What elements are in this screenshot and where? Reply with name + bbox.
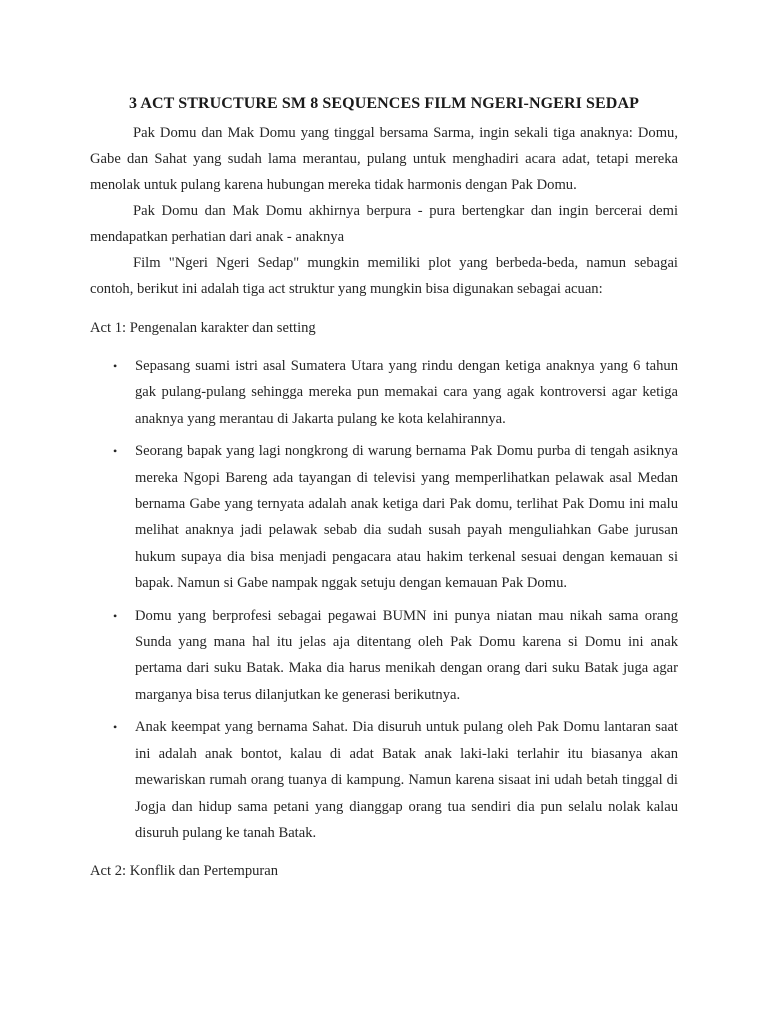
bullet-icon: • (113, 608, 118, 623)
list-item-text: Sepasang suami istri asal Sumatera Utara yang rindu dengan ketiga anaknya yang 6 tahun gak pulang-pulang sehingga mereka pun memakai cara yang agak kontroversi agar ketiga anaknya yang merantau di Jakarta pulang ke kota kelahirannya. (135, 358, 678, 427)
list-item-text: Anak keempat yang bernama Sahat. Dia disuruh untuk pulang oleh Pak Domu lantaran saat ini adalah anak bontot, kalau di adat Batak anak laki-laki terlahir itu biasanya akan mewariskan rumah orang tuanya di kampung. Namun karena sisaat ini udah betah tinggal di Jogja dan hidup sama petani yang dianggap orang tua sendiri dia pun selalu nolak kalau disuruh pulang ke tanah Batak. (135, 719, 678, 841)
act1-bullet-list (90, 353, 678, 846)
bullet-icon: • (113, 444, 118, 459)
act1-heading: Act 1: Pengenalan karakter dan setting (90, 320, 316, 336)
list-item (113, 714, 678, 846)
intro-paragraph-1: Pak Domu dan Mak Domu yang tinggal bersama Sarma, ingin sekali tiga anaknya: Domu, Gabe dan Sahat yang sudah lama merantau, pulang untuk menghadiri acara adat, tetapi mereka menolak untuk pulang karena hubungan mereka tidak harmonis dengan Pak Domu. (90, 125, 678, 193)
bullet-icon: • (113, 359, 118, 373)
act2-heading: Act 2: Konflik dan Pertempuran (90, 863, 279, 880)
document-title: 3 ACT STRUCTURE SM 8 SEQUENCES FILM NGERI-NGERI SEDAP (129, 95, 639, 112)
intro-paragraph-2: Pak Domu dan Mak Domu akhirnya berpura - pura bertengkar dan ingin bercerai demi mendapatkan perhatian dari anak - anaknya (90, 203, 678, 245)
list-item-text: Domu yang berprofesi sebagai pegawai BUMN ini punya niatan mau nikah sama orang Sunda yang mana hal itu jelas aja ditentang oleh Pak Domu karena si Domu ini anak pertama dari suku Batak. Maka dia harus menikah dengan orang dari suku Batak juga agar marganya bisa terus dilanjutkan ke generasi berikutnya. (135, 607, 678, 703)
list-item (113, 353, 678, 432)
list-item (113, 603, 678, 709)
list-item-text: Seorang bapak yang lagi nongkrong di warung bernama Pak Domu purba di tengah asiknya mereka Ngopi Bareng ada tayangan di televisi yang memperlihatkan pelawak asal Medan bernama Gabe yang ternyata adalah anak ketiga dari Pak domu, terlihat Pak Domu ini malu melihat anaknya jadi pelawak sebab dia sudah susah payah menguliahkan Gabe jurusan hukum supaya dia bisa menjadi pengacara atau hakim terkenal sesuai dengan kemauan si bapak. Namun si Gabe nampak nggak setuju dengan kemauan Pak Domu. (135, 443, 678, 592)
list-item (113, 438, 678, 596)
intro-paragraph-3: Film "Ngeri Ngeri Sedap" mungkin memiliki plot yang berbeda-beda, namun sebagai contoh, berikut ini adalah tiga act struktur yang mungkin bisa digunakan sebagai acuan: (90, 255, 678, 297)
bullet-icon: • (113, 720, 118, 735)
